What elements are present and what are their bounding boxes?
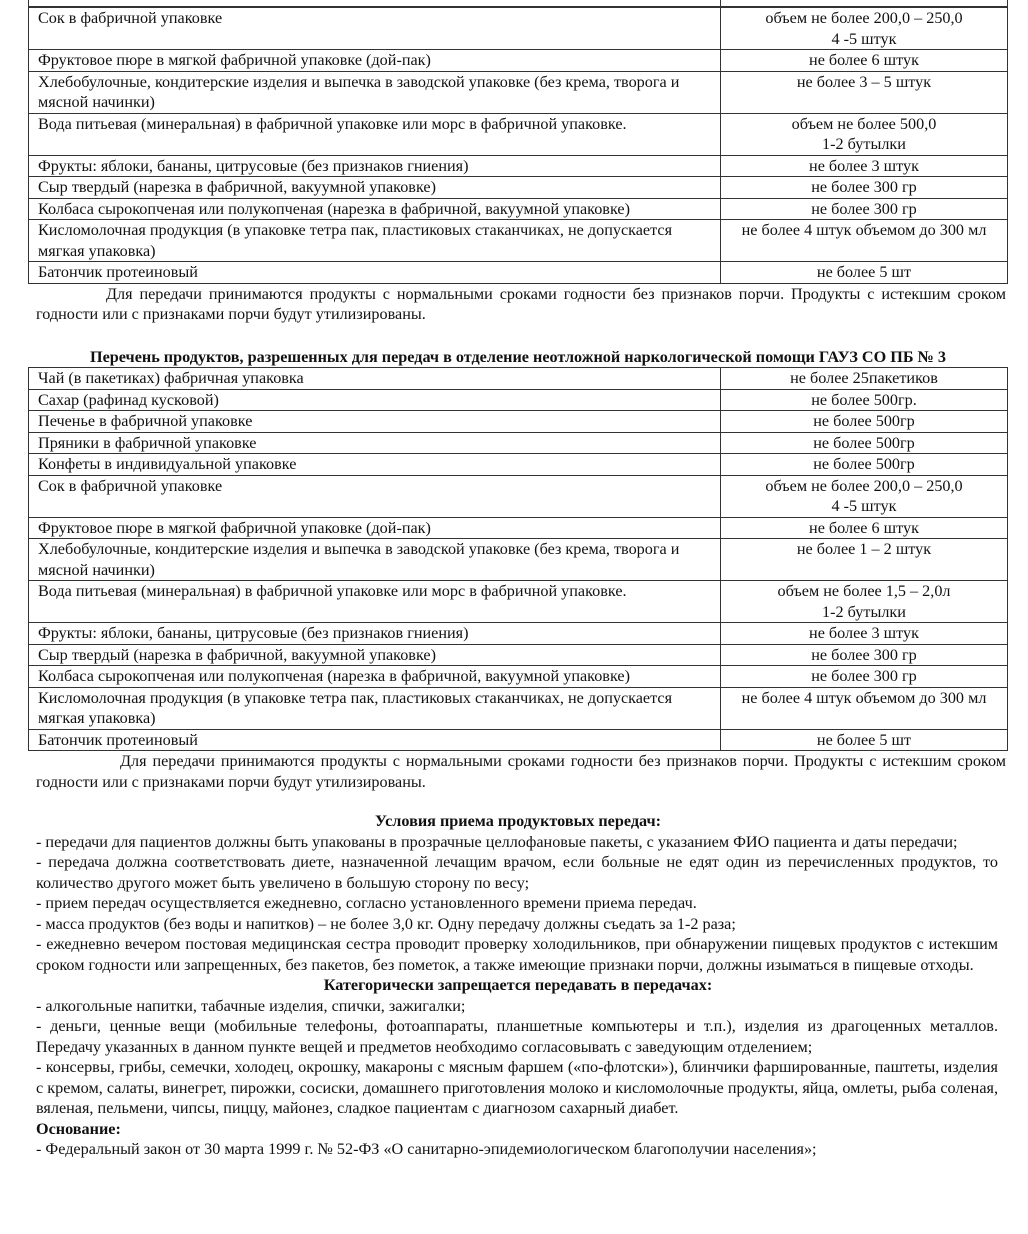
list-item: - передача должна соответствовать диете, назначенной лечащим врачом, если больные не едят один из перечисленных продуктов, то количество другого может быть увеличено в большую сторону по весу; [36,853,998,892]
product-limit-cell [721,155,1008,177]
product-name-cell: Сахар (рафинад кусковой) [29,389,721,411]
product-name-cell: Батончик протеиновый [29,262,721,284]
limit-line: не более 1 – 2 штук [796,540,932,558]
product-name-cell: Сок в фабричной упаковке [29,8,721,50]
limit-line: не более 300 гр [811,178,917,196]
limit-line: объем не более 200,0 – 250,0 [765,476,963,495]
limit-line: не более 500гр [813,412,915,430]
product-limit-cell [721,432,1008,454]
product-limit-cell [721,581,1008,623]
product-limit-cell [721,687,1008,729]
table-row [29,539,1008,581]
table-row [29,432,1008,454]
limit-line: не более 5 шт [816,263,912,281]
limit-line: не более 300 гр [811,667,917,685]
limit-line: 1-2 бутылки [822,135,906,153]
product-limit-cell [721,517,1008,539]
product-name-cell: Фрукты: яблоки, бананы, цитрусовые (без признаков гниения) [29,623,721,645]
product-limit-cell [721,475,1008,517]
limit-line: не более 500гр. [811,390,917,409]
limit-line: 4 -5 штук [831,29,897,48]
table-row [29,581,1008,623]
product-limit-cell [721,454,1008,476]
product-limit-cell [721,177,1008,199]
product-limit-cell [721,644,1008,666]
basis-heading: Основание: [36,1119,121,1138]
basis-list [28,1139,1008,1160]
limit-line: не более 300 гр [811,199,917,218]
list-item: - прием передач осуществляется ежедневно, согласно установленного времени приема передач. [36,894,697,912]
table-row [29,389,1008,411]
limit-line: объем не более 200,0 – 250,0 [765,9,963,27]
product-limit-cell [721,389,1008,411]
table-row [29,113,1008,155]
product-limit-cell [721,666,1008,688]
limit-line: не более 300 гр [811,645,917,664]
table-row [29,220,1008,262]
product-limit-cell [721,262,1008,284]
product-limit-cell [721,368,1008,390]
product-limit-cell [721,50,1008,72]
table-row [29,454,1008,476]
product-name-cell: Хлебобулочные, кондитерские изделия и выпечка в заводской упаковке (без крема, творога и мясной начинки) [29,539,721,581]
table-row [29,411,1008,433]
list-item: - передачи для пациентов должны быть упакованы в прозрачные целлофановые пакеты, с указанием ФИО пациента и даты передачи; [36,832,958,851]
product-name-cell: Хлебобулочные, кондитерские изделия и выпечка в заводской упаковке (без крема, творога и мясной начинки) [29,71,721,113]
product-name-cell: Фруктовое пюре в мягкой фабричной упаковке (дой-пак) [29,50,721,72]
product-limit-cell [721,113,1008,155]
product-limit-cell [721,220,1008,262]
product-name-cell: Кисломолочная продукция (в упаковке тетра пак, пластиковых стаканчиках, не допускается мягкая упаковка) [29,687,721,729]
table-row [29,198,1008,220]
limit-line: не более 500гр [813,455,915,473]
product-name-cell: Пряники в фабричной упаковке [29,432,721,454]
limit-line: 4 -5 штук [831,497,897,515]
limit-line: не более 500гр [813,433,915,452]
table-1-cut-row [28,0,1008,7]
section-2-heading: Перечень продуктов, разрешенных для передач в отделение неотложной наркологической помощи ГАУЗ СО ПБ № 3 [90,347,946,366]
table-row [29,475,1008,517]
list-item: - Федеральный закон от 30 марта 1999 г. № 52-ФЗ «О санитарно-эпидемиологическом благополучии населения»; [36,1140,817,1158]
product-name-cell: Сыр твердый (нарезка в фабричной, вакуумной упаковке) [29,644,721,666]
product-limit-cell [721,198,1008,220]
limit-line: объем не более 1,5 – 2,0л [777,582,951,600]
limit-line: не более 3 штук [809,156,919,175]
products-table-1 [28,7,1008,284]
list-item: - алкогольные напитки, табачные изделия, спички, зажигалки; [36,996,466,1015]
limit-line: не более 3 штук [809,624,919,642]
limit-line: объем не более 500,0 [791,114,937,133]
conditions-heading: Условия приема продуктовых передач: [374,812,661,830]
product-name-cell: Чай (в пакетиках) фабричная упаковка [29,368,721,390]
conditions-list [28,832,1008,976]
products-table-2 [28,367,1008,751]
table-row [29,71,1008,113]
product-name-cell: Фруктовое пюре в мягкой фабричной упаковке (дой-пак) [29,517,721,539]
product-name-cell: Сыр твердый (нарезка в фабричной, вакуумной упаковке) [29,177,721,199]
product-limit-cell [721,411,1008,433]
product-limit-cell [721,71,1008,113]
product-name-cell: Фрукты: яблоки, бананы, цитрусовые (без признаков гниения) [29,155,721,177]
limit-line: не более 25пакетиков [790,369,938,387]
table-row [29,623,1008,645]
product-limit-cell [721,729,1008,751]
table-row [29,8,1008,50]
limit-line: 1-2 бутылки [822,602,906,621]
product-limit-cell [721,623,1008,645]
table-row [29,155,1008,177]
product-name-cell: Печенье в фабричной упаковке [29,411,721,433]
table-row [29,729,1008,751]
list-item: - консервы, грибы, семечки, холодец, окрошку, макароны с мясным фаршем («по-флотски»), блинчики фаршированные, паштеты, изделия с кремом, салаты, винегрет, пирожки, сосиски, домашнего приготовления молоко и кисломолочные продукты, яйца, омлеты, рыба соленая, вяленая, пельмени, чипсы, пиццу, майонез, сладкое пациентам с диагнозом сахарный диабет. [36,1058,998,1117]
limit-line: не более 4 штук объемом до 300 мл [741,688,987,707]
table-row [29,644,1008,666]
limit-line: не более 5 шт [816,730,912,749]
limit-line: не более 6 штук [809,51,919,69]
prohibited-heading: Категорически запрещается передавать в передачах: [323,976,713,994]
product-limit-cell [721,8,1008,50]
limit-line: не более 4 штук объемом до 300 мл [741,221,987,239]
product-name-cell: Сок в фабричной упаковке [29,475,721,517]
table-row [29,666,1008,688]
table-row [29,368,1008,390]
table-1-note: Для передачи принимаются продукты с нормальными сроками годности без признаков порчи. Продукты с истекшим сроком годности или с признаками порчи будут утилизированы. [36,284,1006,323]
table-row [29,687,1008,729]
product-name-cell: Вода питьевая (минеральная) в фабричной упаковке или морс в фабричной упаковке. [29,581,721,623]
product-name-cell: Колбаса сырокопченая или полукопченая (нарезка в фабричной, вакуумной упаковке) [29,666,721,688]
table-row [29,50,1008,72]
product-name-cell: Батончик протеиновый [29,729,721,751]
list-item: - масса продуктов (без воды и напитков) – не более 3,0 кг. Одну передачу должны съедать за 1-2 раза; [36,914,736,933]
table-row [29,517,1008,539]
product-limit-cell [721,539,1008,581]
table-row [29,177,1008,199]
table-row [29,262,1008,284]
limit-line: не более 3 – 5 штук [796,72,932,91]
product-name-cell: Колбаса сырокопченая или полукопченая (нарезка в фабричной, вакуумной упаковке) [29,198,721,220]
document-page [28,0,1008,1160]
list-item: - деньги, ценные вещи (мобильные телефоны, фотоаппараты, планшетные компьютеры и т.п.), изделия из драгоценных металлов. Передачу указанных в данном пункте вещей и предметов необходимо согласовывать с заведующим отделением; [36,1017,998,1056]
product-name-cell: Конфеты в индивидуальной упаковке [29,454,721,476]
table-2-note: Для передачи принимаются продукты с нормальными сроками годности без признаков порчи. Продукты с истекшим сроком годности или с признаками порчи будут утилизированы. [36,752,1006,791]
list-item: - ежедневно вечером постовая медицинская сестра проводит проверку холодильников, при обнаружении пищевых продуктов с истекшим сроком годности или запрещенных, без пакетов, без пометок, а также имеющие признаки порчи, должны изыматься в пищевые отходы. [36,935,998,974]
product-name-cell: Кисломолочная продукция (в упаковке тетра пак, пластиковых стаканчиках, не допускается мягкая упаковка) [29,220,721,262]
product-name-cell: Вода питьевая (минеральная) в фабричной упаковке или морс в фабричной упаковке. [29,113,721,155]
limit-line: не более 6 штук [809,518,919,537]
prohibited-list [28,996,1008,1119]
